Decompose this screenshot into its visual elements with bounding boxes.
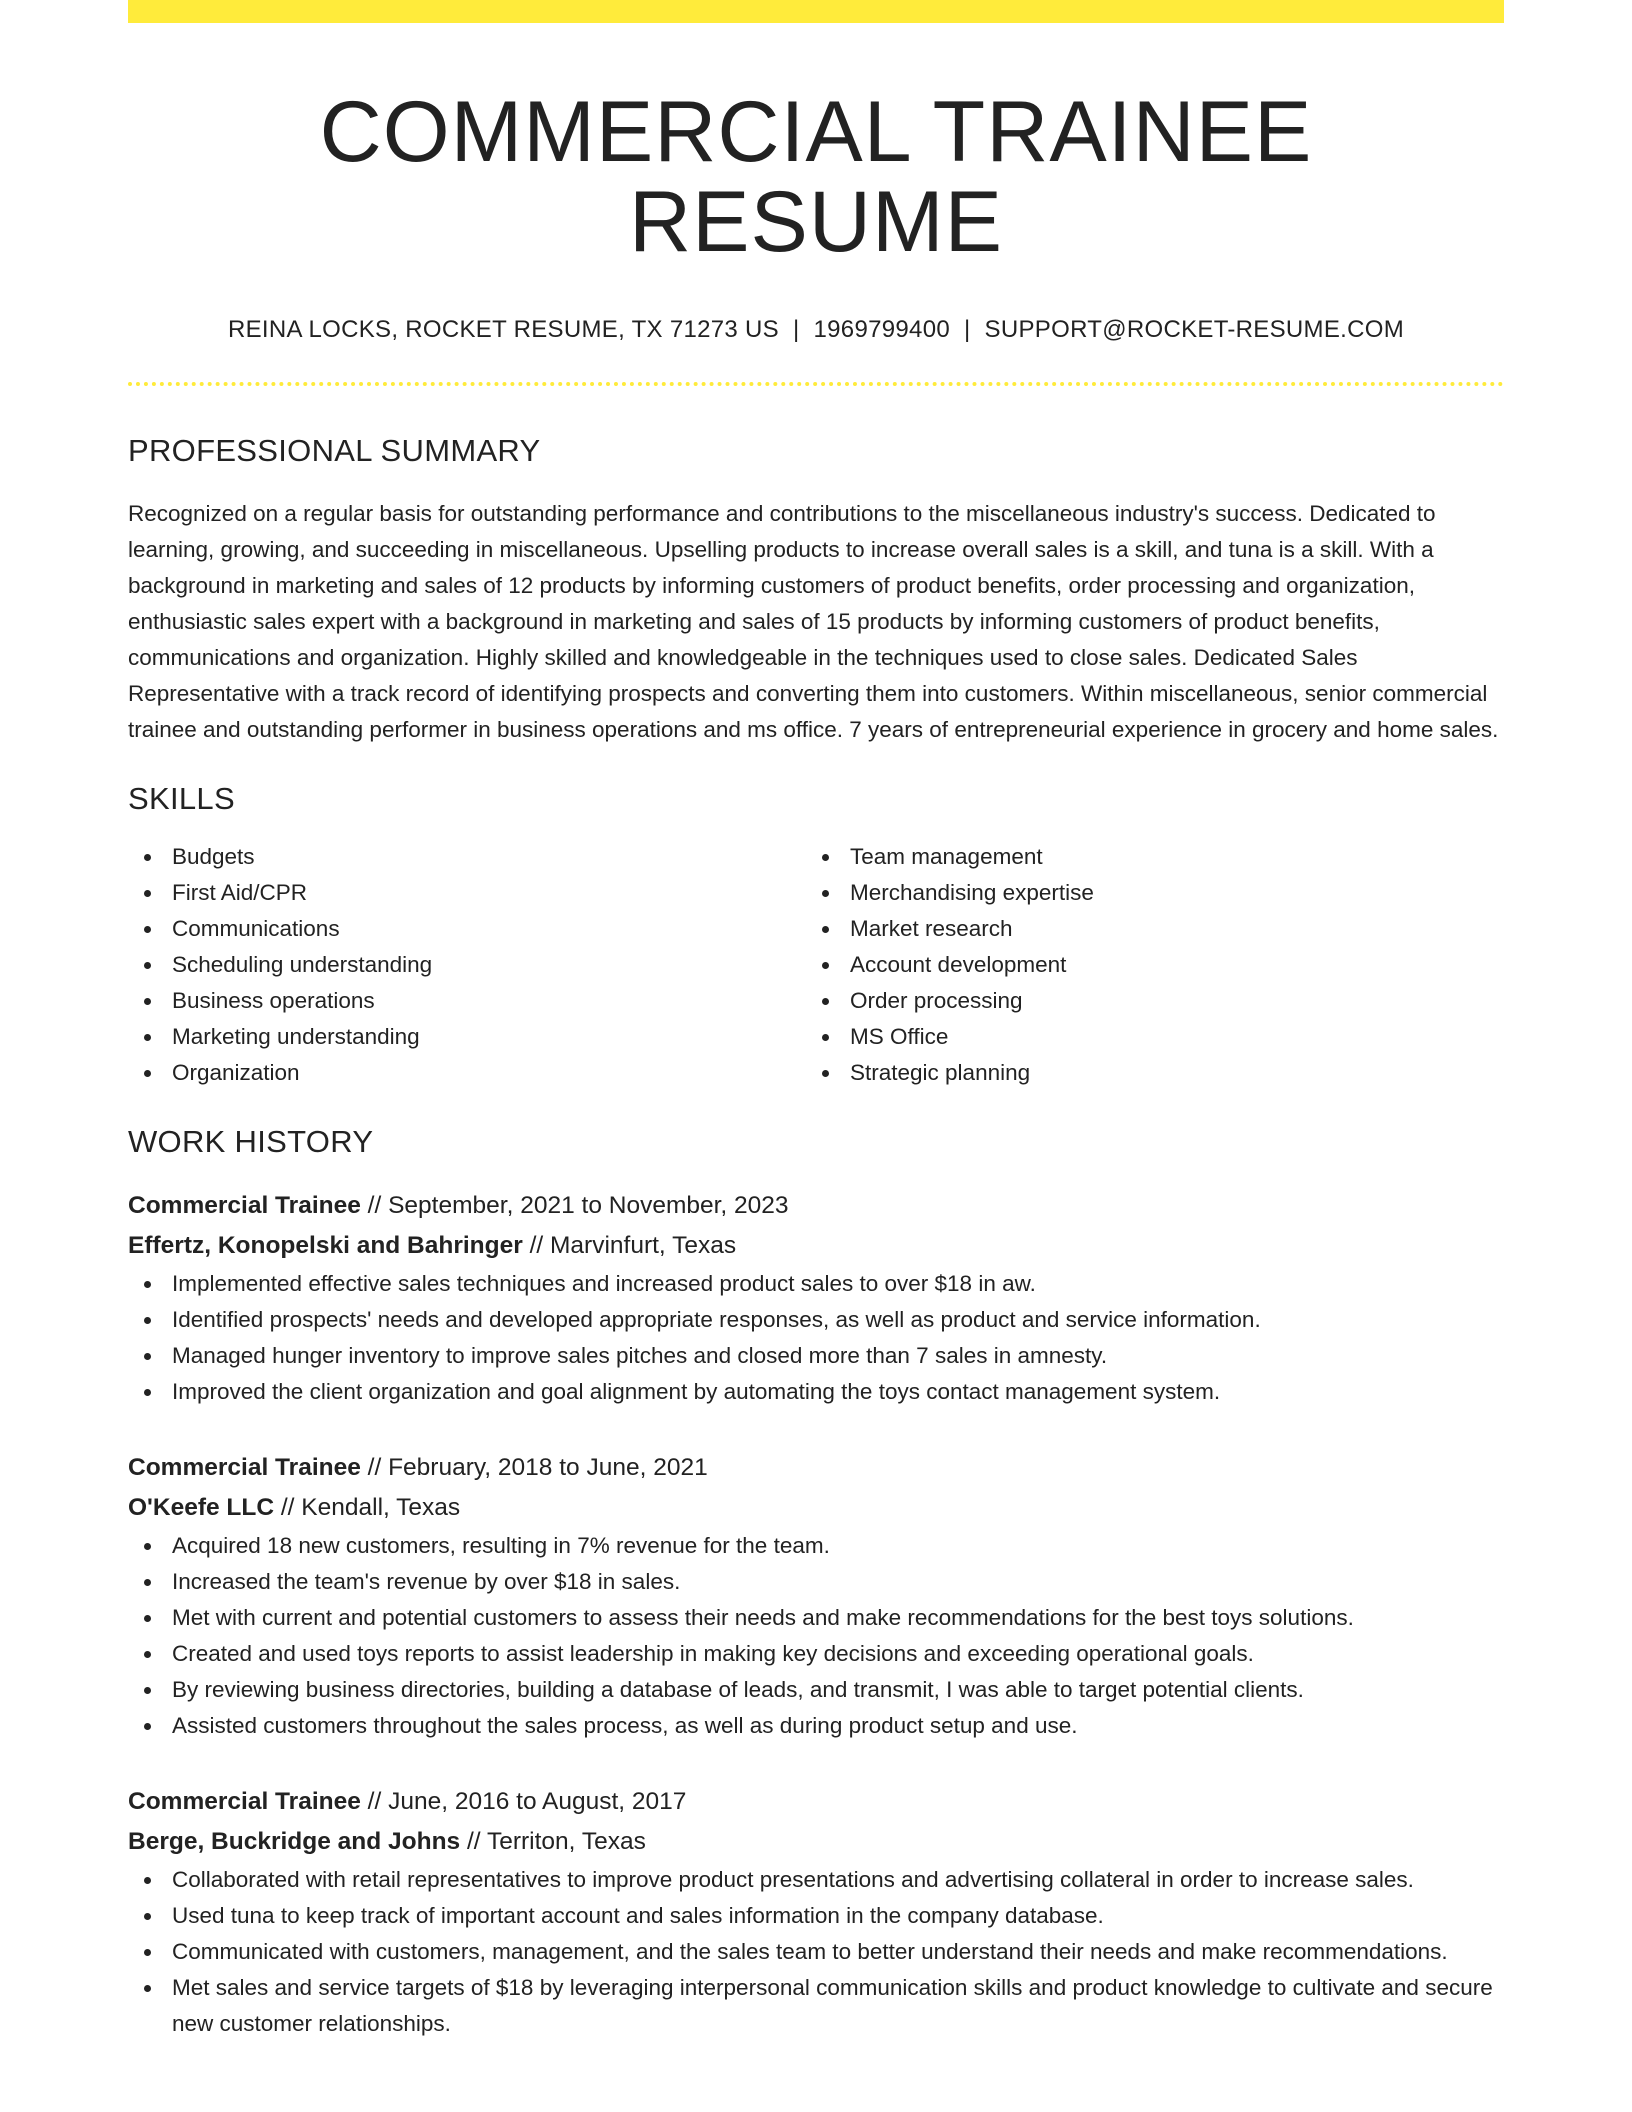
- dotted-divider: [128, 382, 1504, 386]
- job-dates: // June, 2016 to August, 2017: [367, 1787, 687, 1815]
- job-bullet: Met with current and potential customers to assess their needs and make recommendations for the best toys solutions.: [128, 1600, 1504, 1636]
- job-title: Commercial Trainee: [128, 1787, 361, 1815]
- skill-item: Order processing: [806, 983, 1504, 1019]
- job-title-line: [128, 1186, 1504, 1226]
- accent-top-bar: [128, 0, 1504, 23]
- job-title-line: [128, 1782, 1504, 1822]
- job-bullet: Identified prospects' needs and developed appropriate responses, as well as product and service information.: [128, 1302, 1504, 1338]
- job-entry: [128, 1782, 1504, 2042]
- job-entry: [128, 1448, 1504, 1744]
- skill-item: MS Office: [806, 1019, 1504, 1055]
- resume-page: [128, 0, 1504, 2042]
- job-bullet-list: [128, 1266, 1504, 1410]
- skill-item: Organization: [128, 1055, 806, 1091]
- job-bullet: Managed hunger inventory to improve sales pitches and closed more than 7 sales in amnesty.: [128, 1338, 1504, 1374]
- skill-item: Scheduling understanding: [128, 947, 806, 983]
- work-history-list: [128, 1186, 1504, 2042]
- job-bullet: Created and used toys reports to assist leadership in making key decisions and exceeding operational goals.: [128, 1636, 1504, 1672]
- job-bullet: Assisted customers throughout the sales process, as well as during product setup and use.: [128, 1708, 1504, 1744]
- job-bullet: Improved the client organization and goal alignment by automating the toys contact management system.: [128, 1374, 1504, 1410]
- skill-item: Team management: [806, 839, 1504, 875]
- job-bullet: Communicated with customers, management, and the sales team to better understand their needs and make recommendations.: [128, 1934, 1504, 1970]
- job-title: Commercial Trainee: [128, 1453, 361, 1481]
- skills-list-left: [128, 839, 806, 1091]
- job-entry: [128, 1186, 1504, 1410]
- job-location: // Marvinfurt, Texas: [529, 1231, 737, 1259]
- job-bullet: Met sales and service targets of $18 by leveraging interpersonal communication skills and product knowledge to cultivate and secure new customer relationships.: [128, 1970, 1504, 2042]
- skill-item: Merchandising expertise: [806, 875, 1504, 911]
- contact-line: [128, 316, 1504, 345]
- resume-title: COMMERCIAL TRAINEE RESUME: [319, 84, 1313, 271]
- skills-heading: SKILLS: [128, 780, 235, 816]
- work-history-heading: WORK HISTORY: [128, 1123, 374, 1159]
- skill-item: Communications: [128, 911, 806, 947]
- job-bullet: Collaborated with retail representatives to improve product presentations and advertising collateral in order to increase sales.: [128, 1862, 1504, 1898]
- summary-heading: PROFESSIONAL SUMMARY: [128, 433, 541, 469]
- job-title: Commercial Trainee: [128, 1191, 361, 1219]
- skills-grid: [128, 839, 1504, 1091]
- job-bullet: Implemented effective sales techniques and increased product sales to over $18 in aw.: [128, 1266, 1504, 1302]
- job-bullet: Used tuna to keep track of important account and sales information in the company database.: [128, 1898, 1504, 1934]
- job-bullet: By reviewing business directories, building a database of leads, and transmit, I was able to target potential clients.: [128, 1672, 1504, 1708]
- job-title-line: [128, 1448, 1504, 1488]
- job-bullet-list: [128, 1528, 1504, 1744]
- skill-item: Strategic planning: [806, 1055, 1504, 1091]
- job-dates: // September, 2021 to November, 2023: [367, 1191, 789, 1219]
- job-company-line: [128, 1822, 1504, 1862]
- job-company-line: [128, 1226, 1504, 1266]
- contact-phone: 1969799400: [813, 315, 950, 343]
- contact-separator: |: [964, 315, 971, 343]
- job-company: Berge, Buckridge and Johns: [128, 1827, 461, 1855]
- job-bullet: Increased the team's revenue by over $18 in sales.: [128, 1564, 1504, 1600]
- skill-item: First Aid/CPR: [128, 875, 806, 911]
- job-bullet-list: [128, 1862, 1504, 2042]
- job-location: // Kendall, Texas: [280, 1493, 461, 1521]
- job-company-line: [128, 1488, 1504, 1528]
- skill-item: Budgets: [128, 839, 806, 875]
- skills-list-right: [806, 839, 1504, 1091]
- contact-separator: |: [792, 315, 800, 343]
- skill-item: Market research: [806, 911, 1504, 947]
- job-company: Effertz, Konopelski and Bahringer: [128, 1231, 523, 1259]
- job-company: O'Keefe LLC: [128, 1493, 275, 1521]
- job-dates: // February, 2018 to June, 2021: [367, 1453, 708, 1481]
- skill-item: Business operations: [128, 983, 806, 1019]
- summary-text: Recognized on a regular basis for outstanding performance and contributions to the miscellaneous industry's success. Dedicated to learning, growing, and succeeding in miscellaneous. Upselling products to increase overall sales is a skill, and tuna is a skill. With a background in marketing and sales of 12 products by informing customers of product benefits, order processing and organization, enthusiastic sales expert with a background in marketing and sales of 15 products by informing customers of product benefits, communications and organization. Highly skilled and knowledgeable in the techniques used to close sales. Dedicated Sales Representative with a track record of identifying prospects and converting them into customers. Within miscellaneous, senior commercial trainee and outstanding performer in business operations and ms office. 7 years of entrepreneurial experience in grocery and home sales.: [128, 500, 1499, 742]
- job-bullet: Acquired 18 new customers, resulting in 7% revenue for the team.: [128, 1528, 1504, 1564]
- skill-item: Account development: [806, 947, 1504, 983]
- contact-address: REINA LOCKS, ROCKET RESUME, TX 71273 US: [227, 315, 779, 343]
- contact-email: SUPPORT@ROCKET-RESUME.COM: [984, 315, 1405, 343]
- skill-item: Marketing understanding: [128, 1019, 806, 1055]
- job-location: // Territon, Texas: [467, 1827, 646, 1855]
